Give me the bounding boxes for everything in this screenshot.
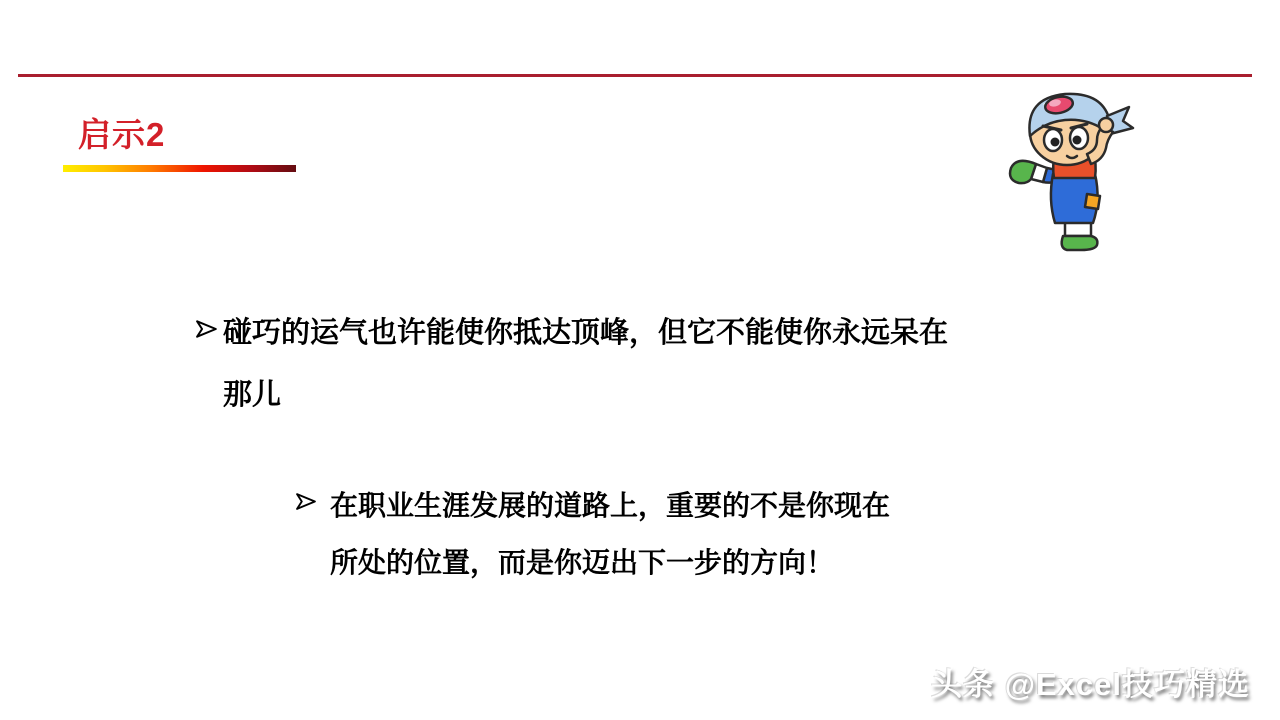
bullet-item-2 xyxy=(296,477,1006,591)
bullet-line: 碰巧的运气也许能使你抵达顶峰，但它不能使你永远呆在 xyxy=(223,317,949,349)
arrow-bullet-icon xyxy=(196,318,218,340)
bullet-line: 在职业生涯发展的道路上，重要的不是你现在 xyxy=(330,490,891,521)
title-underline-gradient xyxy=(63,165,296,172)
bullet-line: 所处的位置，而是你迈出下一步的方向！ xyxy=(330,547,835,578)
bullet-text xyxy=(223,302,948,426)
bullet-item-1 xyxy=(196,302,1076,426)
watermark-text: 头条 @Excel技巧精选 xyxy=(931,667,1250,702)
page-title: 启示2 xyxy=(78,116,166,153)
bullet-line: 那儿 xyxy=(223,379,282,411)
arrow-bullet-icon xyxy=(296,491,317,512)
bullet-text xyxy=(330,477,890,591)
top-rule-line xyxy=(18,74,1252,77)
cartoon-boy-icon xyxy=(1003,88,1138,253)
